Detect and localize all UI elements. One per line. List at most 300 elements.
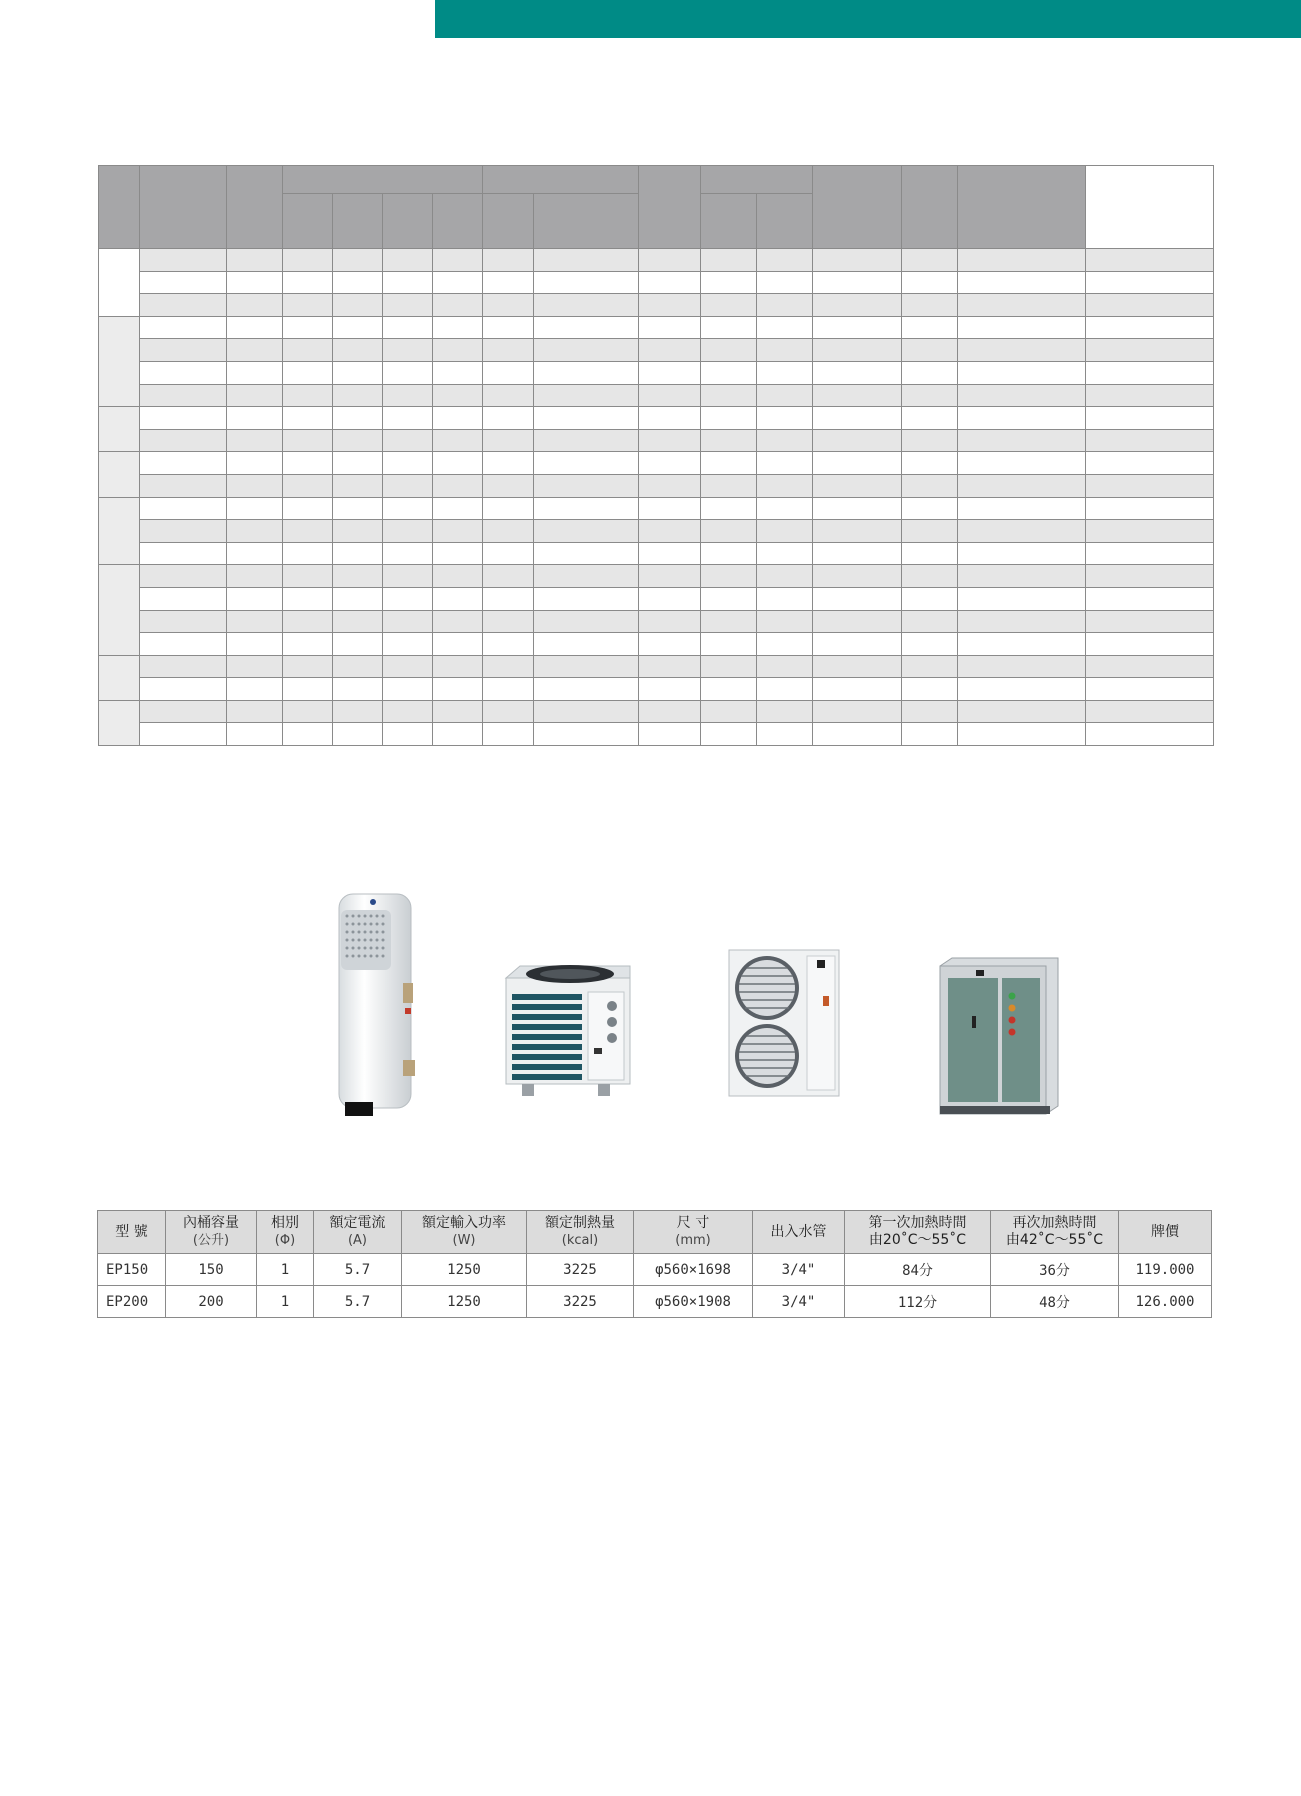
grid-group-cell xyxy=(99,249,140,317)
spec-header-row xyxy=(98,1211,1212,1254)
grid-cell xyxy=(283,429,333,452)
grid-subheader-cell xyxy=(701,194,757,249)
grid-cell xyxy=(483,565,534,588)
grid-row xyxy=(99,520,1214,543)
grid-cell xyxy=(958,497,1086,520)
grid-cell xyxy=(433,384,483,407)
grid-cell xyxy=(757,316,813,339)
cabinet-unit-icon xyxy=(936,956,1062,1116)
grid-cell xyxy=(383,587,433,610)
grid-cell xyxy=(813,723,902,746)
grid-cell xyxy=(283,474,333,497)
grid-group-cell xyxy=(99,407,140,452)
grid-cell xyxy=(433,361,483,384)
grid-cell xyxy=(902,407,958,430)
grid-cell xyxy=(433,294,483,317)
grid-cell xyxy=(534,429,639,452)
grid-cell xyxy=(958,542,1086,565)
grid-cell xyxy=(433,497,483,520)
grid-cell xyxy=(140,655,227,678)
grid-row xyxy=(99,429,1214,452)
grid-header-cell xyxy=(958,166,1086,249)
grid-cell xyxy=(902,316,958,339)
header-reheating-time: 再次加熱時間 由42˚C～55˚C xyxy=(991,1211,1119,1254)
grid-cell xyxy=(639,407,701,430)
grid-cell xyxy=(701,520,757,543)
grid-cell xyxy=(701,474,757,497)
grid-cell xyxy=(283,316,333,339)
grid-cell xyxy=(813,294,902,317)
grid-cell xyxy=(534,339,639,362)
grid-cell xyxy=(534,520,639,543)
grid-cell xyxy=(534,452,639,475)
grid-row xyxy=(99,249,1214,272)
grid-cell xyxy=(227,520,283,543)
grid-cell xyxy=(140,565,227,588)
grid-cell xyxy=(433,565,483,588)
grid-cell xyxy=(639,339,701,362)
grid-row xyxy=(99,700,1214,723)
grid-cell xyxy=(534,249,639,272)
grid-cell xyxy=(283,407,333,430)
grid-cell xyxy=(433,610,483,633)
tank-heat-pump-icon xyxy=(335,888,415,1120)
outdoor-unit-dual-fan-icon xyxy=(727,948,841,1098)
grid-cell xyxy=(433,474,483,497)
product-photos xyxy=(300,880,1100,1120)
grid-group-cell xyxy=(99,565,140,655)
grid-cell xyxy=(813,633,902,656)
grid-cell xyxy=(639,587,701,610)
grid-cell xyxy=(701,723,757,746)
grid-row xyxy=(99,271,1214,294)
grid-cell xyxy=(958,655,1086,678)
grid-cell xyxy=(483,361,534,384)
grid-cell xyxy=(333,271,383,294)
grid-cell xyxy=(1086,723,1214,746)
grid-subheader-cell xyxy=(333,194,383,249)
grid-cell xyxy=(757,294,813,317)
grid-cell xyxy=(813,565,902,588)
grid-cell xyxy=(333,633,383,656)
grid-cell xyxy=(958,678,1086,701)
grid-cell xyxy=(227,497,283,520)
grid-cell xyxy=(757,452,813,475)
grid-cell xyxy=(757,565,813,588)
grid-cell xyxy=(227,587,283,610)
grid-cell xyxy=(283,361,333,384)
grid-cell xyxy=(283,565,333,588)
grid-cell xyxy=(1086,271,1214,294)
grid-cell xyxy=(902,587,958,610)
grid-cell xyxy=(534,384,639,407)
grid-cell xyxy=(534,700,639,723)
grid-cell xyxy=(639,249,701,272)
cell-model: EP200 xyxy=(98,1286,166,1318)
grid-cell xyxy=(534,316,639,339)
grid-cell xyxy=(757,542,813,565)
grid-cell xyxy=(902,520,958,543)
grid-cell xyxy=(333,316,383,339)
grid-cell xyxy=(1086,474,1214,497)
grid-cell xyxy=(1086,587,1214,610)
grid-cell xyxy=(483,294,534,317)
grid-cell xyxy=(701,249,757,272)
cell-first-heating-time: 84分 xyxy=(845,1254,991,1286)
cell-first-heating-time: 112分 xyxy=(845,1286,991,1318)
grid-cell xyxy=(757,723,813,746)
grid-cell xyxy=(227,407,283,430)
grid-cell xyxy=(483,452,534,475)
grid-cell xyxy=(140,361,227,384)
grid-cell xyxy=(813,587,902,610)
grid-header-corner xyxy=(1086,166,1214,249)
grid-cell xyxy=(701,542,757,565)
grid-cell xyxy=(227,655,283,678)
grid-cell xyxy=(813,678,902,701)
grid-cell xyxy=(433,633,483,656)
grid-cell xyxy=(227,316,283,339)
grid-cell xyxy=(140,271,227,294)
grid-cell xyxy=(433,407,483,430)
grid-cell xyxy=(227,700,283,723)
grid-cell xyxy=(534,678,639,701)
grid-cell xyxy=(333,452,383,475)
grid-row xyxy=(99,384,1214,407)
spec-table xyxy=(97,1210,1212,1318)
grid-cell xyxy=(534,474,639,497)
grid-row xyxy=(99,294,1214,317)
grid-cell xyxy=(639,542,701,565)
grid-cell xyxy=(813,429,902,452)
grid-group-cell xyxy=(99,497,140,565)
grid-cell xyxy=(902,610,958,633)
grid-cell xyxy=(813,542,902,565)
grid-group-cell xyxy=(99,316,140,406)
grid-row xyxy=(99,587,1214,610)
grid-header-cell xyxy=(813,166,902,249)
grid-cell xyxy=(433,587,483,610)
spec-grid xyxy=(98,165,1213,745)
grid-cell xyxy=(757,520,813,543)
grid-cell xyxy=(333,565,383,588)
header-phase: 相別 (Φ) xyxy=(257,1211,314,1254)
grid-cell xyxy=(227,474,283,497)
grid-cell xyxy=(1086,339,1214,362)
grid-group-cell xyxy=(99,655,140,700)
grid-cell xyxy=(639,361,701,384)
cell-heating-capacity: 3225 xyxy=(527,1286,634,1318)
grid-cell xyxy=(701,610,757,633)
grid-cell xyxy=(333,723,383,746)
grid-cell xyxy=(902,678,958,701)
grid-cell xyxy=(639,452,701,475)
grid-cell xyxy=(433,678,483,701)
grid-cell xyxy=(333,678,383,701)
grid-cell xyxy=(1086,316,1214,339)
grid-cell xyxy=(483,407,534,430)
grid-cell xyxy=(534,361,639,384)
grid-row xyxy=(99,542,1214,565)
grid-cell xyxy=(813,655,902,678)
grid-row xyxy=(99,361,1214,384)
grid-cell xyxy=(283,587,333,610)
grid-cell xyxy=(1086,361,1214,384)
grid-cell xyxy=(701,339,757,362)
grid-cell xyxy=(534,497,639,520)
grid-cell xyxy=(958,633,1086,656)
grid-cell xyxy=(483,587,534,610)
grid-cell xyxy=(333,520,383,543)
grid-cell xyxy=(140,700,227,723)
grid-cell xyxy=(958,294,1086,317)
grid-row xyxy=(99,633,1214,656)
header-first-heating-time: 第一次加熱時間 由20˚C～55˚C xyxy=(845,1211,991,1254)
grid-cell xyxy=(283,452,333,475)
grid-cell xyxy=(813,520,902,543)
grid-cell xyxy=(1086,520,1214,543)
header-price: 牌價 xyxy=(1119,1211,1212,1254)
grid-cell xyxy=(140,452,227,475)
grid-cell xyxy=(140,610,227,633)
grid-cell xyxy=(227,633,283,656)
grid-cell xyxy=(1086,249,1214,272)
grid-cell xyxy=(333,339,383,362)
grid-header-cell xyxy=(902,166,958,249)
grid-cell xyxy=(958,429,1086,452)
grid-cell xyxy=(333,542,383,565)
grid-cell xyxy=(140,520,227,543)
grid-cell xyxy=(333,384,383,407)
grid-cell xyxy=(283,249,333,272)
grid-cell xyxy=(383,271,433,294)
grid-row xyxy=(99,655,1214,678)
grid-cell xyxy=(757,497,813,520)
grid-cell xyxy=(483,723,534,746)
grid-cell xyxy=(383,361,433,384)
grid-group-cell xyxy=(99,452,140,497)
grid-cell xyxy=(958,407,1086,430)
grid-cell xyxy=(433,249,483,272)
grid-cell xyxy=(283,497,333,520)
cell-phase: 1 xyxy=(257,1254,314,1286)
grid-cell xyxy=(757,407,813,430)
grid-cell xyxy=(813,452,902,475)
cell-dimensions: φ560×1908 xyxy=(634,1286,753,1318)
grid-row xyxy=(99,452,1214,475)
spec-grid-table xyxy=(98,165,1214,746)
grid-cell xyxy=(283,271,333,294)
grid-cell xyxy=(701,587,757,610)
grid-row xyxy=(99,497,1214,520)
grid-cell xyxy=(813,384,902,407)
cell-capacity: 200 xyxy=(166,1286,257,1318)
grid-cell xyxy=(383,610,433,633)
grid-cell xyxy=(813,700,902,723)
cell-reheating-time: 36分 xyxy=(991,1254,1119,1286)
grid-cell xyxy=(534,655,639,678)
grid-cell xyxy=(140,429,227,452)
grid-cell xyxy=(813,610,902,633)
grid-cell xyxy=(902,497,958,520)
grid-cell xyxy=(902,294,958,317)
grid-cell xyxy=(483,520,534,543)
grid-cell xyxy=(483,610,534,633)
grid-cell xyxy=(383,452,433,475)
grid-cell xyxy=(333,587,383,610)
grid-row xyxy=(99,474,1214,497)
cell-dimensions: φ560×1698 xyxy=(634,1254,753,1286)
grid-cell xyxy=(383,294,433,317)
grid-cell xyxy=(383,429,433,452)
grid-cell xyxy=(483,655,534,678)
grid-cell xyxy=(639,429,701,452)
grid-cell xyxy=(483,271,534,294)
grid-cell xyxy=(283,339,333,362)
grid-header-group xyxy=(701,166,813,194)
grid-cell xyxy=(639,497,701,520)
cell-pipe: 3/4" xyxy=(753,1286,845,1318)
cell-pipe: 3/4" xyxy=(753,1254,845,1286)
grid-cell xyxy=(483,474,534,497)
grid-cell xyxy=(1086,678,1214,701)
grid-cell xyxy=(639,474,701,497)
grid-cell xyxy=(433,316,483,339)
grid-cell xyxy=(383,407,433,430)
grid-cell xyxy=(1086,452,1214,475)
grid-cell xyxy=(757,339,813,362)
grid-cell xyxy=(813,249,902,272)
grid-cell xyxy=(701,700,757,723)
grid-header-cell xyxy=(140,166,227,249)
grid-cell xyxy=(902,429,958,452)
grid-cell xyxy=(639,271,701,294)
grid-cell xyxy=(140,339,227,362)
cell-input-power: 1250 xyxy=(402,1286,527,1318)
grid-cell xyxy=(902,361,958,384)
grid-cell xyxy=(701,361,757,384)
grid-cell xyxy=(958,361,1086,384)
grid-cell xyxy=(433,542,483,565)
grid-cell xyxy=(383,384,433,407)
grid-cell xyxy=(813,497,902,520)
header-dimensions: 尺 寸 (mm) xyxy=(634,1211,753,1254)
grid-cell xyxy=(757,610,813,633)
cell-current: 5.7 xyxy=(314,1286,402,1318)
grid-cell xyxy=(227,678,283,701)
grid-cell xyxy=(701,271,757,294)
grid-cell xyxy=(433,452,483,475)
grid-cell xyxy=(227,452,283,475)
grid-cell xyxy=(227,429,283,452)
grid-cell xyxy=(283,294,333,317)
grid-cell xyxy=(1086,610,1214,633)
table-row xyxy=(98,1254,1212,1286)
grid-cell xyxy=(433,655,483,678)
header-input-power: 額定輸入功率 (W) xyxy=(402,1211,527,1254)
grid-cell xyxy=(757,271,813,294)
grid-cell xyxy=(534,542,639,565)
grid-cell xyxy=(902,542,958,565)
grid-cell xyxy=(227,294,283,317)
grid-cell xyxy=(534,723,639,746)
grid-cell xyxy=(701,452,757,475)
grid-header-cell xyxy=(227,166,283,249)
grid-cell xyxy=(534,294,639,317)
grid-group-cell xyxy=(99,700,140,745)
grid-cell xyxy=(813,339,902,362)
cell-phase: 1 xyxy=(257,1286,314,1318)
grid-cell xyxy=(1086,700,1214,723)
grid-subheader-cell xyxy=(383,194,433,249)
grid-cell xyxy=(483,249,534,272)
grid-cell xyxy=(958,723,1086,746)
spec-table-section xyxy=(97,1210,1211,1318)
grid-cell xyxy=(701,294,757,317)
grid-cell xyxy=(701,678,757,701)
grid-cell xyxy=(433,700,483,723)
grid-cell xyxy=(433,520,483,543)
header-heating-capacity: 額定制熱量 (kcal) xyxy=(527,1211,634,1254)
grid-cell xyxy=(534,407,639,430)
grid-cell xyxy=(227,723,283,746)
grid-cell xyxy=(639,384,701,407)
grid-cell xyxy=(757,474,813,497)
grid-cell xyxy=(140,384,227,407)
grid-cell xyxy=(757,361,813,384)
grid-cell xyxy=(534,565,639,588)
grid-cell xyxy=(383,700,433,723)
grid-cell xyxy=(483,678,534,701)
grid-cell xyxy=(433,271,483,294)
grid-cell xyxy=(283,655,333,678)
grid-cell xyxy=(483,633,534,656)
grid-cell xyxy=(140,474,227,497)
grid-cell xyxy=(140,294,227,317)
grid-row xyxy=(99,339,1214,362)
grid-cell xyxy=(227,271,283,294)
grid-cell xyxy=(902,384,958,407)
grid-header-row-1 xyxy=(99,166,1214,194)
grid-row xyxy=(99,723,1214,746)
grid-cell xyxy=(227,361,283,384)
grid-cell xyxy=(958,587,1086,610)
grid-cell xyxy=(283,723,333,746)
grid-cell xyxy=(701,316,757,339)
grid-cell xyxy=(902,700,958,723)
cell-price: 126.000 xyxy=(1119,1286,1212,1318)
grid-cell xyxy=(701,497,757,520)
grid-cell xyxy=(227,542,283,565)
header-model: 型 號 xyxy=(98,1211,166,1254)
grid-cell xyxy=(639,316,701,339)
header-pipe: 出入水管 xyxy=(753,1211,845,1254)
grid-cell xyxy=(639,294,701,317)
grid-cell xyxy=(383,565,433,588)
grid-cell xyxy=(958,610,1086,633)
grid-cell xyxy=(383,655,433,678)
grid-cell xyxy=(958,339,1086,362)
grid-cell xyxy=(639,723,701,746)
grid-cell xyxy=(283,700,333,723)
grid-cell xyxy=(639,678,701,701)
grid-cell xyxy=(902,339,958,362)
grid-row xyxy=(99,407,1214,430)
grid-cell xyxy=(958,316,1086,339)
grid-cell xyxy=(333,655,383,678)
grid-cell xyxy=(140,542,227,565)
grid-cell xyxy=(383,474,433,497)
